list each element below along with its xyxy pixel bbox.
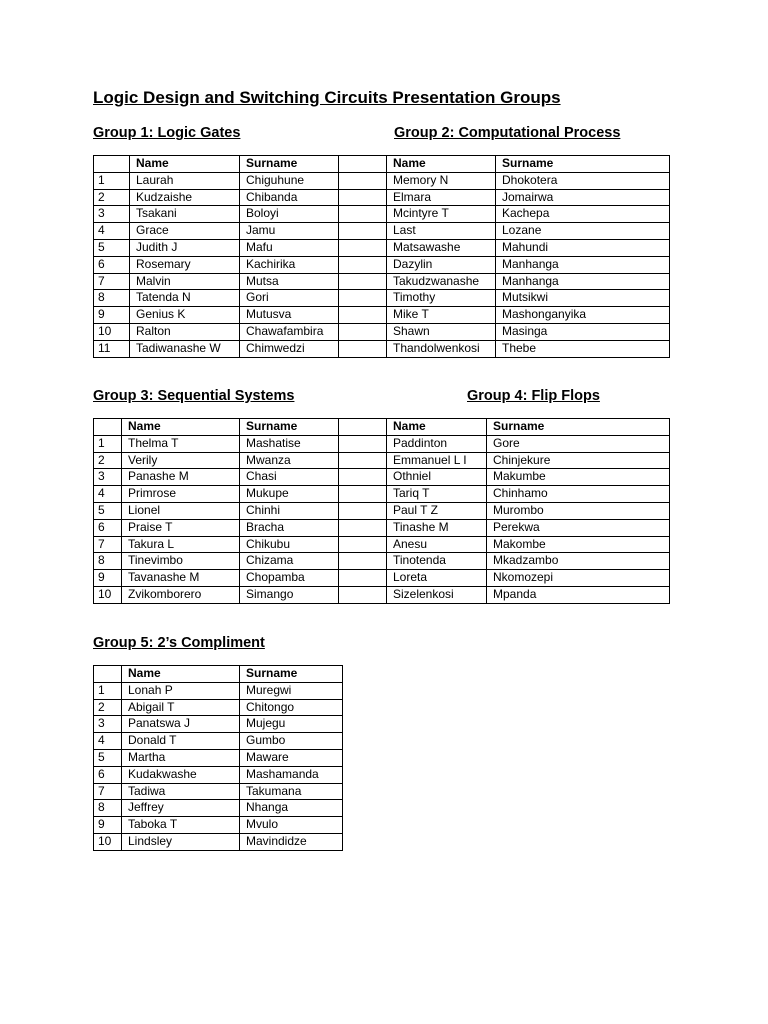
- member-surname: Chinjekure: [487, 452, 670, 469]
- row-number: 10: [94, 323, 130, 340]
- member-surname: Kachepa: [496, 206, 670, 223]
- member-name: Lionel: [122, 502, 240, 519]
- member-surname: Chinhamo: [487, 486, 670, 503]
- header-number-cell: [94, 156, 130, 173]
- table-row: [94, 749, 343, 766]
- table-row: [94, 239, 670, 256]
- member-name: Dazylin: [387, 256, 496, 273]
- member-surname: Mpanda: [487, 586, 670, 603]
- spacer-cell: [339, 290, 387, 307]
- member-name: Last: [387, 223, 496, 240]
- member-name: Grace: [130, 223, 240, 240]
- member-name: Emmanuel L I: [387, 452, 487, 469]
- member-surname: Thebe: [496, 340, 670, 357]
- header-surname: Surname: [240, 666, 343, 683]
- member-name: Mike T: [387, 307, 496, 324]
- row-number: 7: [94, 536, 122, 553]
- header-surname: Surname: [487, 419, 670, 436]
- member-name: Thandolwenkosi: [387, 340, 496, 357]
- member-name: Verily: [122, 452, 240, 469]
- row-number: 4: [94, 223, 130, 240]
- header-spacer-cell: [339, 156, 387, 173]
- member-name: Paddinton: [387, 435, 487, 452]
- table-row: [94, 256, 670, 273]
- row-number: 5: [94, 502, 122, 519]
- table-row: [94, 682, 343, 699]
- spacer-cell: [339, 206, 387, 223]
- member-surname: Murombo: [487, 502, 670, 519]
- member-name: Laurah: [130, 172, 240, 189]
- table-row: [94, 570, 670, 587]
- spacer-cell: [339, 223, 387, 240]
- member-name: Ralton: [130, 323, 240, 340]
- group-5-heading: Group 5: 2’s Compliment: [93, 635, 265, 651]
- member-name: Kudzaishe: [130, 189, 240, 206]
- member-surname: Nkomozepi: [487, 570, 670, 587]
- member-surname: Mutusva: [240, 307, 339, 324]
- member-name: Primrose: [122, 486, 240, 503]
- member-surname: Bracha: [240, 519, 339, 536]
- table-header-row: [94, 419, 670, 436]
- spacer-cell: [339, 519, 387, 536]
- row-number: 4: [94, 486, 122, 503]
- row-number: 9: [94, 307, 130, 324]
- document-title: Logic Design and Switching Circuits Presentation Groups: [93, 88, 561, 107]
- header-surname: Surname: [496, 156, 670, 173]
- member-name: Tavanashe M: [122, 570, 240, 587]
- member-name: Tinashe M: [387, 519, 487, 536]
- member-surname: Chawafambira: [240, 323, 339, 340]
- spacer-cell: [339, 340, 387, 357]
- member-name: Panatswa J: [122, 716, 240, 733]
- spacer-cell: [339, 172, 387, 189]
- row-number: 5: [94, 749, 122, 766]
- row-number: 8: [94, 553, 122, 570]
- member-surname: Gore: [487, 435, 670, 452]
- member-surname: Gori: [240, 290, 339, 307]
- table-row: [94, 536, 670, 553]
- member-name: Abigail T: [122, 699, 240, 716]
- member-surname: Chibanda: [240, 189, 339, 206]
- member-name: Timothy: [387, 290, 496, 307]
- header-name: Name: [130, 156, 240, 173]
- group-4-heading: Group 4: Flip Flops: [467, 388, 600, 404]
- member-surname: Mukupe: [240, 486, 339, 503]
- member-name: Shawn: [387, 323, 496, 340]
- member-surname: Chinhi: [240, 502, 339, 519]
- member-surname: Muregwi: [240, 682, 343, 699]
- spacer-cell: [339, 239, 387, 256]
- row-number: 1: [94, 435, 122, 452]
- member-name: Jeffrey: [122, 800, 240, 817]
- member-name: Othniel: [387, 469, 487, 486]
- member-name: Sizelenkosi: [387, 586, 487, 603]
- table-row: [94, 817, 343, 834]
- member-name: Praise T: [122, 519, 240, 536]
- row-number: 6: [94, 766, 122, 783]
- member-name: Lindsley: [122, 833, 240, 850]
- table-row: [94, 699, 343, 716]
- member-name: Tatenda N: [130, 290, 240, 307]
- member-surname: Gumbo: [240, 733, 343, 750]
- member-name: Donald T: [122, 733, 240, 750]
- table-row: [94, 206, 670, 223]
- member-surname: Perekwa: [487, 519, 670, 536]
- member-name: Loreta: [387, 570, 487, 587]
- member-name: Genius K: [130, 307, 240, 324]
- spacer-cell: [339, 189, 387, 206]
- header-name: Name: [122, 419, 240, 436]
- row-number: 2: [94, 189, 130, 206]
- row-number: 3: [94, 716, 122, 733]
- spacer-cell: [339, 553, 387, 570]
- group-1-2-table: [93, 155, 670, 358]
- member-name: Mcintyre T: [387, 206, 496, 223]
- row-number: 11: [94, 340, 130, 357]
- spacer-cell: [339, 469, 387, 486]
- member-surname: Jomairwa: [496, 189, 670, 206]
- group-3-4-table: [93, 418, 670, 604]
- member-surname: Chopamba: [240, 570, 339, 587]
- member-surname: Mutsikwi: [496, 290, 670, 307]
- member-surname: Maware: [240, 749, 343, 766]
- member-name: Taboka T: [122, 817, 240, 834]
- member-name: Judith J: [130, 239, 240, 256]
- table-header-row: [94, 666, 343, 683]
- row-number: 7: [94, 273, 130, 290]
- spacer-cell: [339, 502, 387, 519]
- row-number: 2: [94, 452, 122, 469]
- member-name: Rosemary: [130, 256, 240, 273]
- member-surname: Mvulo: [240, 817, 343, 834]
- member-surname: Mahundi: [496, 239, 670, 256]
- table-row: [94, 733, 343, 750]
- spacer-cell: [339, 307, 387, 324]
- member-surname: Chimwedzi: [240, 340, 339, 357]
- table-row: [94, 519, 670, 536]
- member-surname: Manhanga: [496, 273, 670, 290]
- spacer-cell: [339, 570, 387, 587]
- header-name: Name: [387, 419, 487, 436]
- header-surname: Surname: [240, 156, 339, 173]
- member-surname: Chitongo: [240, 699, 343, 716]
- row-number: 5: [94, 239, 130, 256]
- table-row: [94, 586, 670, 603]
- table-row: [94, 307, 670, 324]
- member-name: Zvikomborero: [122, 586, 240, 603]
- member-surname: Masinga: [496, 323, 670, 340]
- group-3-heading: Group 3: Sequential Systems: [93, 388, 295, 404]
- table-row: [94, 800, 343, 817]
- member-name: Tariq T: [387, 486, 487, 503]
- member-surname: Mafu: [240, 239, 339, 256]
- table-row: [94, 783, 343, 800]
- header-surname: Surname: [240, 419, 339, 436]
- member-name: Matsawashe: [387, 239, 496, 256]
- member-name: Takura L: [122, 536, 240, 553]
- table-row: [94, 172, 670, 189]
- member-name: Tadiwanashe W: [130, 340, 240, 357]
- spacer-cell: [339, 586, 387, 603]
- member-surname: Chizama: [240, 553, 339, 570]
- header-number-cell: [94, 666, 122, 683]
- row-number: 8: [94, 800, 122, 817]
- table-row: [94, 502, 670, 519]
- row-number: 2: [94, 699, 122, 716]
- group-5-table: [93, 665, 343, 851]
- row-number: 3: [94, 469, 122, 486]
- table-row: [94, 323, 670, 340]
- member-surname: Manhanga: [496, 256, 670, 273]
- row-number: 10: [94, 833, 122, 850]
- header-spacer-cell: [339, 419, 387, 436]
- table-row: [94, 435, 670, 452]
- spacer-cell: [339, 536, 387, 553]
- header-name: Name: [387, 156, 496, 173]
- member-surname: Lozane: [496, 223, 670, 240]
- member-surname: Takumana: [240, 783, 343, 800]
- member-surname: Simango: [240, 586, 339, 603]
- spacer-cell: [339, 256, 387, 273]
- table-row: [94, 290, 670, 307]
- member-surname: Mashamanda: [240, 766, 343, 783]
- table-row: [94, 766, 343, 783]
- table-row: [94, 273, 670, 290]
- row-number: 4: [94, 733, 122, 750]
- table-row: [94, 223, 670, 240]
- member-surname: Chikubu: [240, 536, 339, 553]
- header-number-cell: [94, 419, 122, 436]
- member-surname: Makombe: [487, 536, 670, 553]
- row-number: 6: [94, 256, 130, 273]
- member-name: Thelma T: [122, 435, 240, 452]
- member-name: Lonah P: [122, 682, 240, 699]
- spacer-cell: [339, 323, 387, 340]
- member-name: Panashe M: [122, 469, 240, 486]
- group-1-heading: Group 1: Logic Gates: [93, 125, 241, 141]
- table-row: [94, 189, 670, 206]
- member-name: Paul T Z: [387, 502, 487, 519]
- member-surname: Mkadzambo: [487, 553, 670, 570]
- member-name: Takudzwanashe: [387, 273, 496, 290]
- member-name: Tadiwa: [122, 783, 240, 800]
- member-surname: Nhanga: [240, 800, 343, 817]
- row-number: 1: [94, 172, 130, 189]
- spacer-cell: [339, 486, 387, 503]
- table-row: [94, 833, 343, 850]
- member-surname: Mashonganyika: [496, 307, 670, 324]
- member-name: Elmara: [387, 189, 496, 206]
- member-surname: Jamu: [240, 223, 339, 240]
- member-surname: Mashatise: [240, 435, 339, 452]
- table-row: [94, 486, 670, 503]
- member-surname: Chiguhune: [240, 172, 339, 189]
- member-surname: Boloyi: [240, 206, 339, 223]
- member-name: Tinevimbo: [122, 553, 240, 570]
- table-row: [94, 553, 670, 570]
- row-number: 8: [94, 290, 130, 307]
- spacer-cell: [339, 273, 387, 290]
- row-number: 10: [94, 586, 122, 603]
- member-name: Tinotenda: [387, 553, 487, 570]
- member-name: Tsakani: [130, 206, 240, 223]
- header-name: Name: [122, 666, 240, 683]
- table-row: [94, 452, 670, 469]
- member-surname: Kachirika: [240, 256, 339, 273]
- row-number: 6: [94, 519, 122, 536]
- member-name: Malvin: [130, 273, 240, 290]
- table-row: [94, 340, 670, 357]
- member-name: Martha: [122, 749, 240, 766]
- row-number: 3: [94, 206, 130, 223]
- member-surname: Mwanza: [240, 452, 339, 469]
- table-row: [94, 716, 343, 733]
- member-name: Kudakwashe: [122, 766, 240, 783]
- spacer-cell: [339, 452, 387, 469]
- member-surname: Makumbe: [487, 469, 670, 486]
- group-2-heading: Group 2: Computational Process: [394, 125, 621, 141]
- spacer-cell: [339, 435, 387, 452]
- member-surname: Mutsa: [240, 273, 339, 290]
- member-name: Memory N: [387, 172, 496, 189]
- row-number: 7: [94, 783, 122, 800]
- member-surname: Mavindidze: [240, 833, 343, 850]
- member-surname: Chasi: [240, 469, 339, 486]
- table-row: [94, 469, 670, 486]
- row-number: 9: [94, 817, 122, 834]
- member-name: Anesu: [387, 536, 487, 553]
- row-number: 9: [94, 570, 122, 587]
- member-surname: Dhokotera: [496, 172, 670, 189]
- member-surname: Mujegu: [240, 716, 343, 733]
- table-header-row: [94, 156, 670, 173]
- row-number: 1: [94, 682, 122, 699]
